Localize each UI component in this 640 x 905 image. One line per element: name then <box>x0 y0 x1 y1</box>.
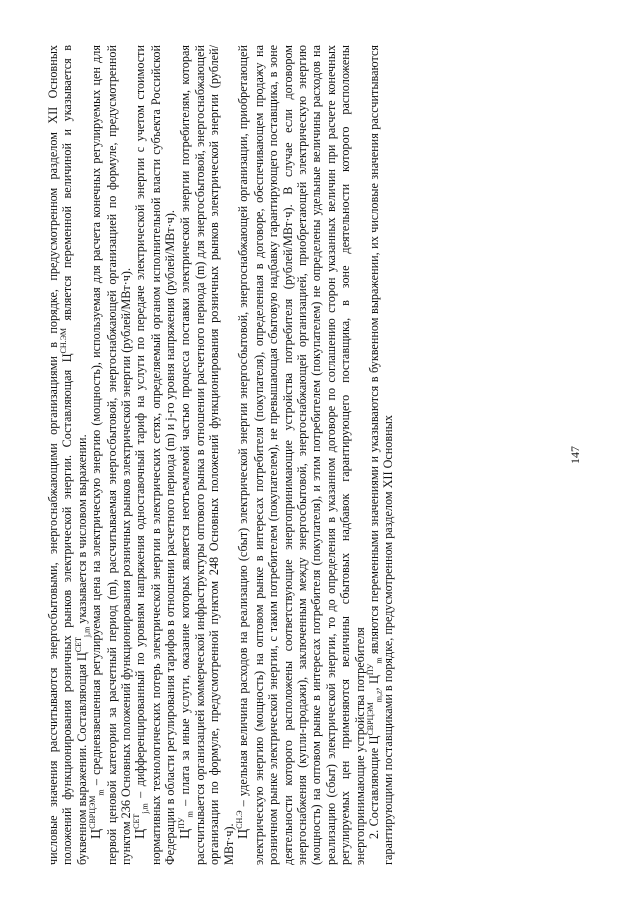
paragraph-6-subscript-1: m,z <box>374 690 384 703</box>
paragraph-5-text: – удельная величина расходов на реализацию (сбыт) электрической энергии энергосбытовой, энергоснабжающей организации, приобретающей электрическую энергию (мощность) на оптовом рынке в интересах потребителя (покупателя), определенная в договоре, обеспечивающем продажу на розничном рынке электрической энергии, с таким потребителем (покупателем), не превышающая сбытовую надбавку гарантирующего поставщика, в зоне деятельности которого расположены соответствующие энергопринимающие устройства потребителя (рублей/МВт·ч). В случае если договором энергоснабжения (купли-продажи), заключенным между энергосбытовой, энергоснабжающей организацией, приобретающей электрическую энергию (мощность) на оптовом рынке в интересах потребителя (покупателя), и этим потребителем (покупателем) не определены удельные величины расходов на реализацию (сбыт) электрической энергии, то до определения в указанном договоре по соглашению сторон указанных величин при расчете конечных регулируемых цен применяются величины сбытовых надбавок гарантирующего поставщика, в зоне деятельности которого расположены энергопринимающие устройства потребителя <box>236 45 367 865</box>
document-text <box>46 45 556 865</box>
paragraph-3-superscript: СЕТ <box>132 813 142 829</box>
paragraph-2-subscript: m <box>96 789 106 796</box>
paragraph-2-text: – средневзвешенная регулируемая цена на электрическую энергию (мощность), используемая для расчета конечных регулируемых цен для первой ценовой категории за расчетный период (m), рассчитываемая энергосбытовой, энергоснабжающей организацией по формуле, предусмотренной пунктом 236 Основных положений функционирования розничных рынков электрической энергии (рублей/МВт·ч). <box>89 45 134 865</box>
paragraph-2-superscript: СВРЦЭМ <box>88 795 98 829</box>
paragraph-6-lead: 2. Составляющие Ц <box>366 735 381 839</box>
paragraph-1-text: числовые значения рассчитываются энергосбытовыми, энергоснабжающими организациями в порядке, предусмотренном разделом XII Основных положений функционирования розничных рынков электрической энергии. Составляющая Ц <box>46 45 75 865</box>
paragraph-6-superscript-1: СВРЦЭМ <box>365 702 375 736</box>
symbol-ts: Ц <box>177 828 193 839</box>
paragraph-6-text: являются переменными значениями и указываются в буквенном выражении, их числовые значения рассчитываются гарантирующими поставщиками в порядке, предусмотренном разделом XII Основных <box>366 45 396 865</box>
paragraph-1-text-2: является переменной величиной и указывается в буквенном выражении. Составляющая Ц <box>60 45 89 865</box>
paragraph-4-superscript: ПУ <box>176 817 186 829</box>
paragraph-1-text-3: указывается в числовом выражении. <box>74 434 89 627</box>
symbol-ts: Ц <box>89 828 105 839</box>
rotated-page-content <box>40 35 600 875</box>
paragraph-3-subscript: j,m <box>140 803 150 814</box>
paragraph-1-superscript: СН.ЭМ <box>59 327 69 354</box>
paragraph-1-superscript-2: СЕТ <box>73 637 83 653</box>
paragraph-6-subscript-2: m <box>374 657 384 664</box>
symbol-ts: Ц <box>133 828 149 839</box>
paragraph-6 <box>367 45 396 865</box>
page-number: 147 <box>568 446 582 464</box>
paragraph-6-mid: , Ц <box>366 675 381 691</box>
paragraph-3-text: – дифференцированный по уровням напряжения одноставочный тариф на услуги по передаче электрической энергии с учетом стоимости нормативных технологических потерь электрической энергии в электрических сетях, определяемый органом исполнительной власти субъекта Российской Федерации в области регулирования тарифов в отношении расчетного периода (m) и j-го уровня напряжения (рублей/МВт·ч). <box>133 45 178 865</box>
paragraph-4 <box>178 45 237 865</box>
paragraph-4-subscript: m <box>185 811 195 818</box>
paragraph-3 <box>133 45 177 865</box>
paragraph-4-text: – плата за иные услуги, оказание которых является неотъемлемой частью процесса поставки электрической энергии потребителям, которая рассчитывается организацией коммерческой инфраструктуры оптового рынка в отношении расчетного периода (m) для энергосбытовой, энергоснабжающей организации по формуле, предусмотренной пунктом 248 Основных положений функционирования розничных рынков электрической энергии (рублей/МВт·ч). <box>177 45 236 865</box>
symbol-ts: Ц <box>236 828 252 839</box>
paragraph-1 <box>46 45 92 865</box>
paragraph-6-superscript-2: ПУ <box>365 663 375 676</box>
paragraph-1-subscript-2: j,m <box>82 626 92 638</box>
paragraph-2 <box>89 45 133 865</box>
paragraph-5 <box>236 45 367 865</box>
paragraph-5-superscript: СН.Э <box>235 810 245 829</box>
